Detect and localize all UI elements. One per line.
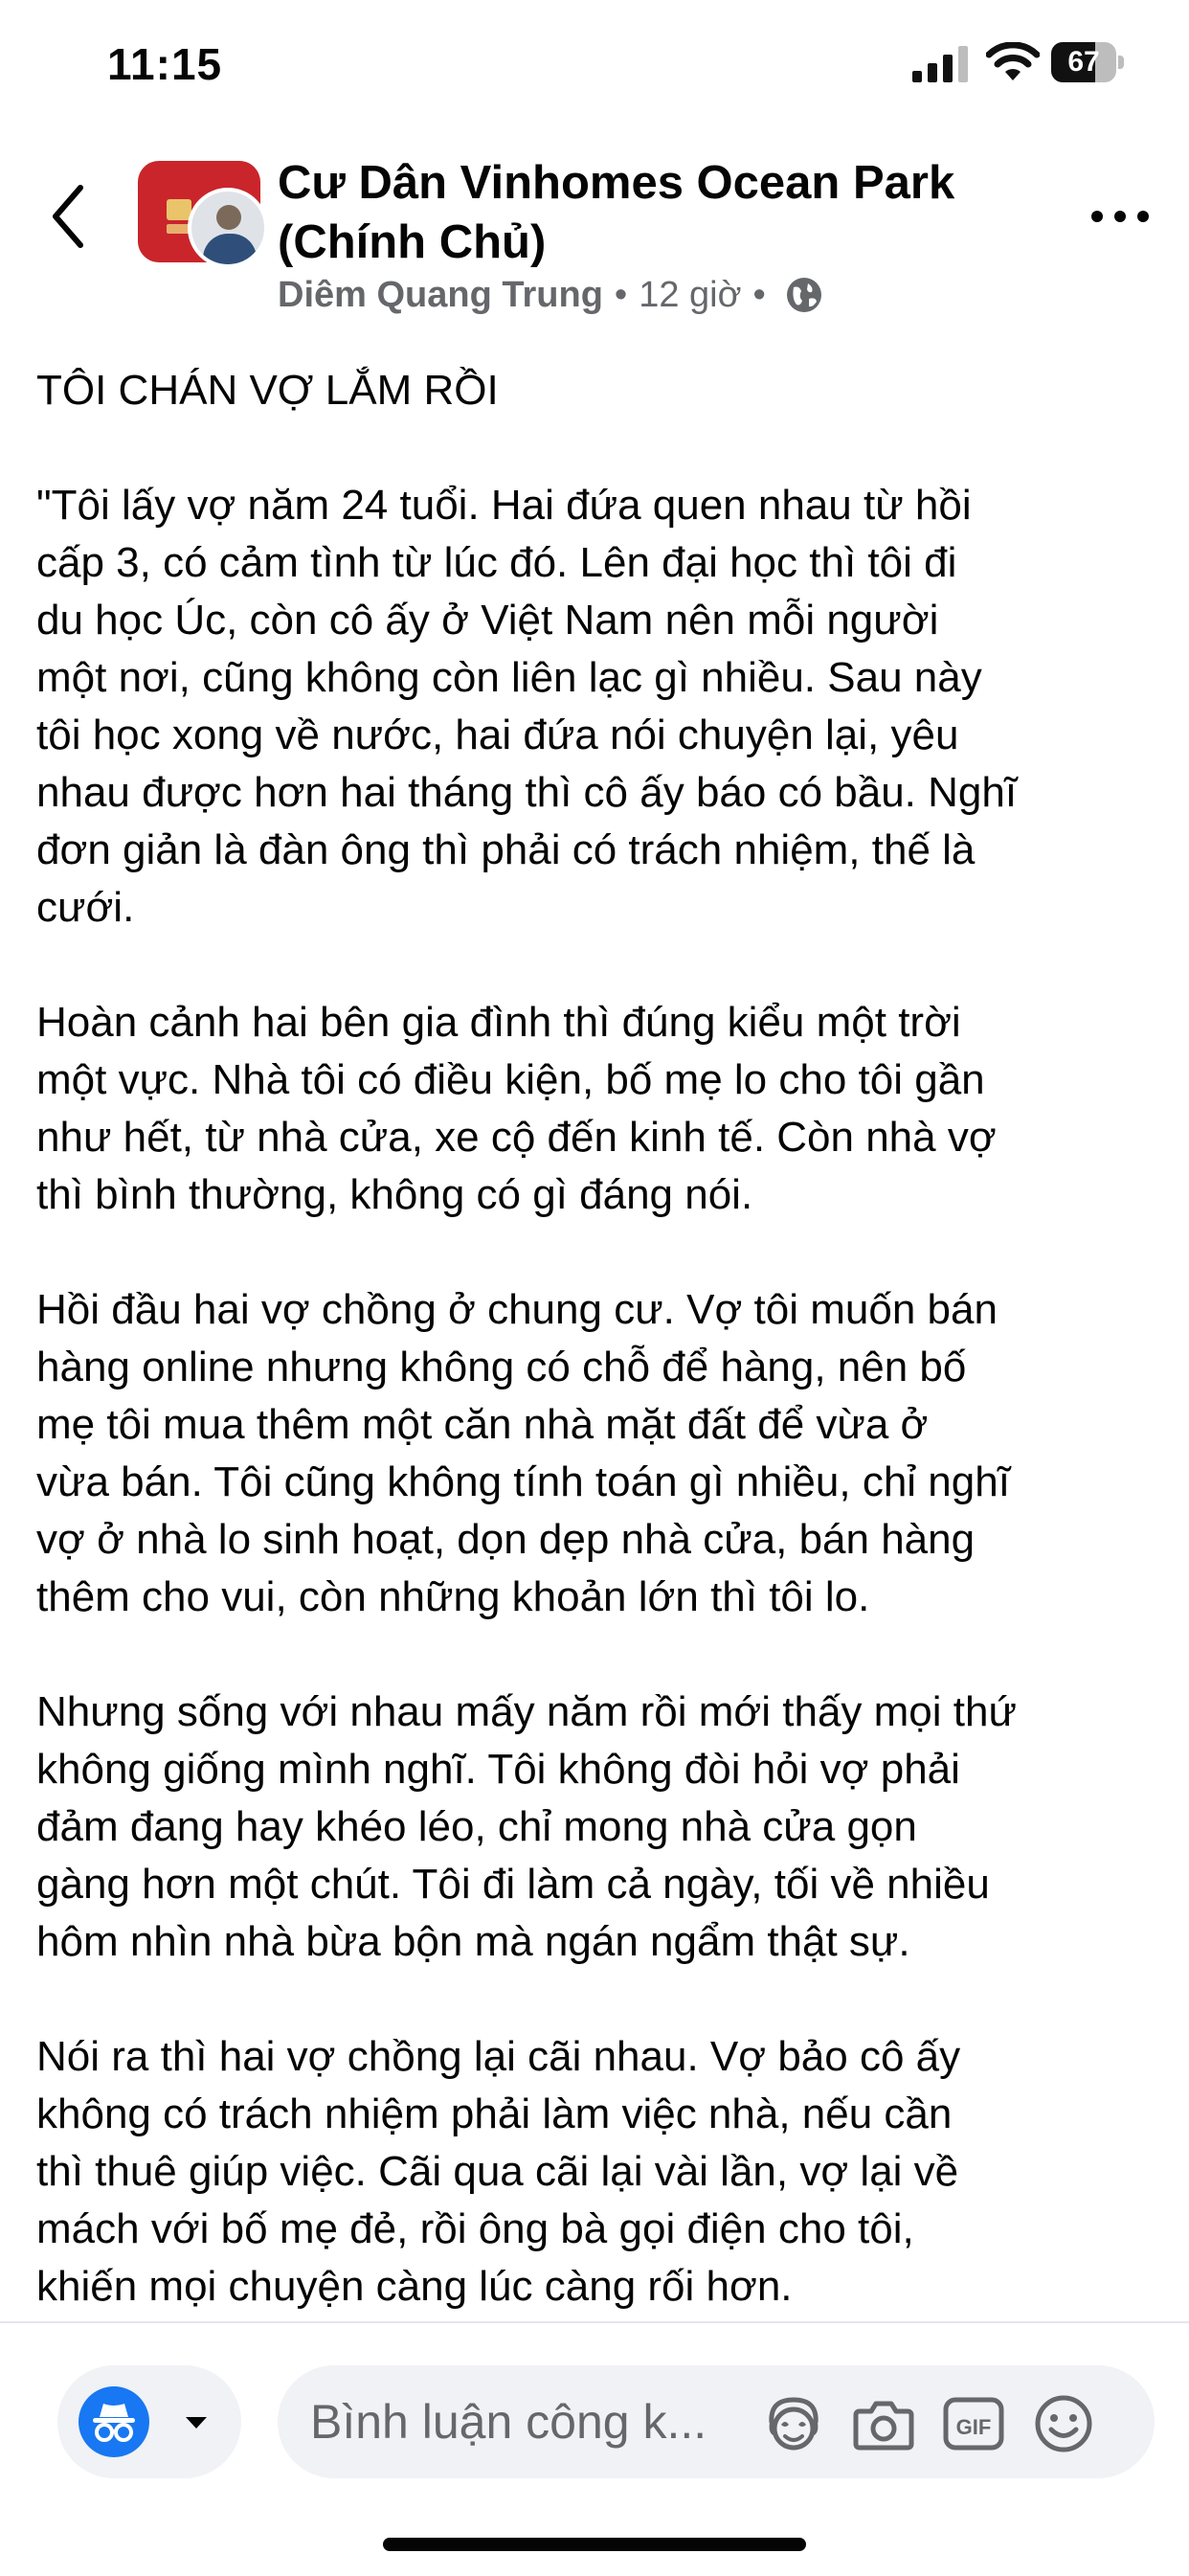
author-avatar[interactable] [188, 188, 268, 268]
group-name[interactable]: Cư Dân Vinhomes Ocean Park (Chính Chủ) [278, 157, 955, 268]
globe-icon [785, 276, 823, 314]
emoji-icon[interactable] [1032, 2394, 1095, 2453]
gif-icon[interactable] [942, 2394, 1005, 2453]
author-name[interactable]: Diêm Quang Trung [278, 274, 603, 315]
post-body [36, 362, 1158, 2373]
post-paragraph: Nói ra thì hai vợ chồng lại cãi nhau. Vợ bảo cô ấy không có trách nhiệm phải làm việc nhà, nếu cần thì thuê giúp việc. Cãi qua cãi lại vài lần, vợ lại về mách với bố mẹ đẻ, rồi ông bà gọi điện cho tôi, khiến mọi chuyện càng lúc càng rối hơn. [36, 2033, 961, 2310]
battery-level: 67 [1067, 46, 1100, 78]
post-paragraph: Hồi đầu hai vợ chồng ở chung cư. Vợ tôi muốn bán hàng online nhưng không có chỗ để hàng, nên bố mẹ tôi mua thêm một căn nhà mặt đất để vừa ở vừa bán. Tôi cũng không tính toán gì nhiều, chỉ nghĩ vợ ở nhà lo sinh hoạt, dọn dẹp nhà cửa, bán hàng thêm cho vui, còn những khoản lớn thì tôi lo. [36, 1286, 1010, 1620]
avatar-sticker-icon[interactable] [762, 2394, 825, 2453]
battery-icon [1051, 42, 1124, 82]
post-title: TÔI CHÁN VỢ LẮM RỒI [36, 367, 499, 414]
more-options-button[interactable] [1091, 201, 1149, 230]
cellular-signal-icon [912, 46, 968, 82]
status-time: 11:15 [107, 39, 223, 89]
anonymous-incognito-icon [79, 2386, 149, 2457]
comment-input[interactable] [310, 2390, 722, 2453]
post-paragraph: Hoàn cảnh hai bên gia đình thì đúng kiểu một trời một vực. Nhà tôi có điều kiện, bố mẹ lo cho tôi gần như hết, từ nhà cửa, xe cộ đến kinh tế. Còn nhà vợ thì bình thường, không có gì đáng nói. [36, 999, 997, 1218]
caret-down-icon [180, 2413, 213, 2432]
identity-selector[interactable] [57, 2365, 241, 2478]
camera-icon[interactable] [852, 2394, 915, 2453]
post-paragraph: Nhưng sống với nhau mấy năm rồi mới thấy mọi thứ không giống mình nghĩ. Tôi không đòi hỏi vợ phải đảm đang hay khéo léo, chỉ mong nhà cửa gọn gàng hơn một chút. Tôi đi làm cả ngày, tối về nhiều hôm nhìn nhà bừa bộn mà ngán ngẩm thật sự. [36, 1688, 1017, 1965]
back-button[interactable] [46, 182, 90, 251]
meta-separator: • [752, 274, 766, 315]
post-paragraph: "Tôi lấy vợ năm 24 tuổi. Hai đứa quen nhau từ hồi cấp 3, có cảm tình từ lúc đó. Lên đại học thì tôi đi du học Úc, còn cô ấy ở Việt Nam nên mỗi người một nơi, cũng không còn liên lạc gì nhiều. Sau này tôi học xong về nước, hai đứa nói chuyện lại, yêu nhau được hơn hai tháng thì cô ấy báo có bầu. Nghĩ đơn giản là đàn ông thì phải có trách nhiệm, thế là cưới. [36, 482, 1018, 931]
comment-box [278, 2365, 1155, 2478]
post-time[interactable]: 12 giờ [639, 274, 742, 315]
home-indicator[interactable] [383, 2538, 806, 2551]
meta-separator: • [614, 274, 628, 315]
wifi-icon [986, 42, 1040, 82]
status-bar [0, 0, 1189, 134]
svg-text:GIF: GIF [955, 2415, 992, 2439]
post-meta [278, 274, 823, 316]
